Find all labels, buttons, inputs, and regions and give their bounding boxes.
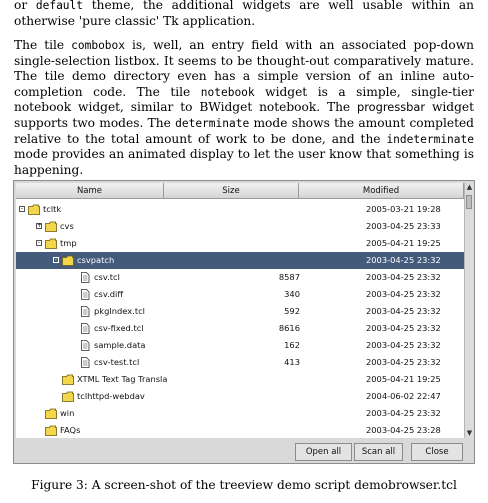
tree-row-size: 8616 [278, 323, 300, 333]
open-all-button[interactable]: Open all [295, 443, 352, 461]
tree-row-name: win [60, 408, 75, 418]
tree-row-name: csv.tcl [94, 272, 120, 282]
tree-row-name: tmp [60, 238, 77, 248]
tree-row-modified: 2005-04-21 19:25 [366, 374, 441, 384]
treeview-window [13, 180, 475, 464]
vertical-scrollbar[interactable] [464, 183, 474, 438]
column-header-name[interactable]: Name [16, 183, 164, 199]
body-paragraph: The tile combobox is, well, an entry field with an associated pop-down single-selection listbox. It seems to be thought-out comparatively mature. The tile demo directory even has a simple version of an inline auto-completion code. The tile notebook widget is a simple, single-tier notebook widget, similar to BWidget notebook. The progressbar widget supports two modes. The determinate mode shows the amount completed relative to the total amount of work to be done, and the indeterminate mode provides an animated display to let the user know that something is happening. [14, 38, 474, 177]
tree-row-size: 162 [284, 340, 300, 350]
folder-icon [45, 425, 57, 438]
tree-row-name: csv.diff [94, 289, 124, 299]
tree-row[interactable] [16, 337, 464, 354]
tree-row[interactable] [16, 320, 464, 337]
tree-row-size: 340 [284, 289, 300, 299]
column-header-modified[interactable]: Modified [299, 183, 464, 199]
tree-row-modified: 2003-04-25 23:33 [366, 221, 441, 231]
tree-row[interactable] [16, 388, 464, 405]
tree-row-name: tcltk [43, 204, 62, 214]
tree-row-modified: 2005-04-21 19:25 [366, 238, 441, 248]
tree-row[interactable] [16, 422, 464, 438]
intro-paragraph: or default theme, the additional widgets are well usable within an otherwise 'pure classic' Tk application. [14, 0, 474, 28]
tree-row-name: csvpatch [77, 255, 115, 265]
tree-row-modified: 2003-04-25 23:32 [366, 340, 441, 350]
tree-row[interactable] [16, 252, 464, 269]
tree-row[interactable] [16, 218, 464, 235]
tree-row-name: cvs [60, 221, 74, 231]
tree-row-modified: 2004-06-02 22:47 [366, 391, 441, 401]
tree-row-name: tclhttpd-webdav [77, 391, 145, 401]
close-button[interactable]: Close [411, 443, 463, 461]
scan-all-button[interactable]: Scan all [354, 443, 403, 461]
tree-row-name: csv-fixed.tcl [94, 323, 144, 333]
expand-icon[interactable]: + [37, 222, 43, 229]
tree-row-name: FAQs [60, 425, 81, 435]
treeview[interactable] [16, 183, 464, 438]
tree-row-modified: 2003-04-25 23:32 [366, 289, 441, 299]
tree-row-modified: 2003-04-25 23:32 [366, 272, 441, 282]
column-header-size[interactable]: Size [164, 183, 299, 199]
scroll-down-icon[interactable]: ▼ [466, 429, 473, 437]
tree-row-name: XTML Text Tag Transla [77, 374, 168, 384]
tree-row[interactable] [16, 371, 464, 388]
tree-row-name: csv-test.tcl [94, 357, 140, 367]
tree-row[interactable] [16, 405, 464, 422]
tree-row-name: pkgIndex.tcl [94, 306, 145, 316]
tree-row-modified: 2003-04-25 23:32 [366, 408, 441, 418]
scroll-up-icon[interactable]: ▲ [466, 183, 473, 191]
collapse-icon[interactable]: - [20, 205, 24, 212]
tree-row-modified: 2003-04-25 23:32 [366, 323, 441, 333]
tree-row[interactable] [16, 303, 464, 320]
tree-row-modified: 2005-03-21 19:28 [366, 204, 441, 214]
tree-row-size: 8587 [278, 272, 300, 282]
tree-row-size: 413 [284, 357, 300, 367]
figure-caption: Figure 3: A screen-shot of the treeview demo script demobrowser.tcl [31, 478, 457, 492]
tree-row-modified: 2003-04-25 23:32 [366, 255, 441, 265]
scrollbar-thumb[interactable] [466, 195, 472, 209]
tree-row[interactable] [16, 235, 464, 252]
tree-row-modified: 2003-04-25 23:28 [366, 425, 441, 435]
tree-row[interactable] [16, 269, 464, 286]
collapse-icon[interactable]: - [54, 256, 58, 263]
tree-row-modified: 2003-04-25 23:32 [366, 357, 441, 367]
tree-row-modified: 2003-04-25 23:32 [366, 306, 441, 316]
tree-row[interactable] [16, 286, 464, 303]
tree-row-size: 592 [284, 306, 300, 316]
tree-row[interactable] [16, 201, 464, 218]
tree-row-name: sample.data [94, 340, 146, 350]
collapse-icon[interactable]: - [37, 239, 41, 246]
tree-row[interactable] [16, 354, 464, 371]
